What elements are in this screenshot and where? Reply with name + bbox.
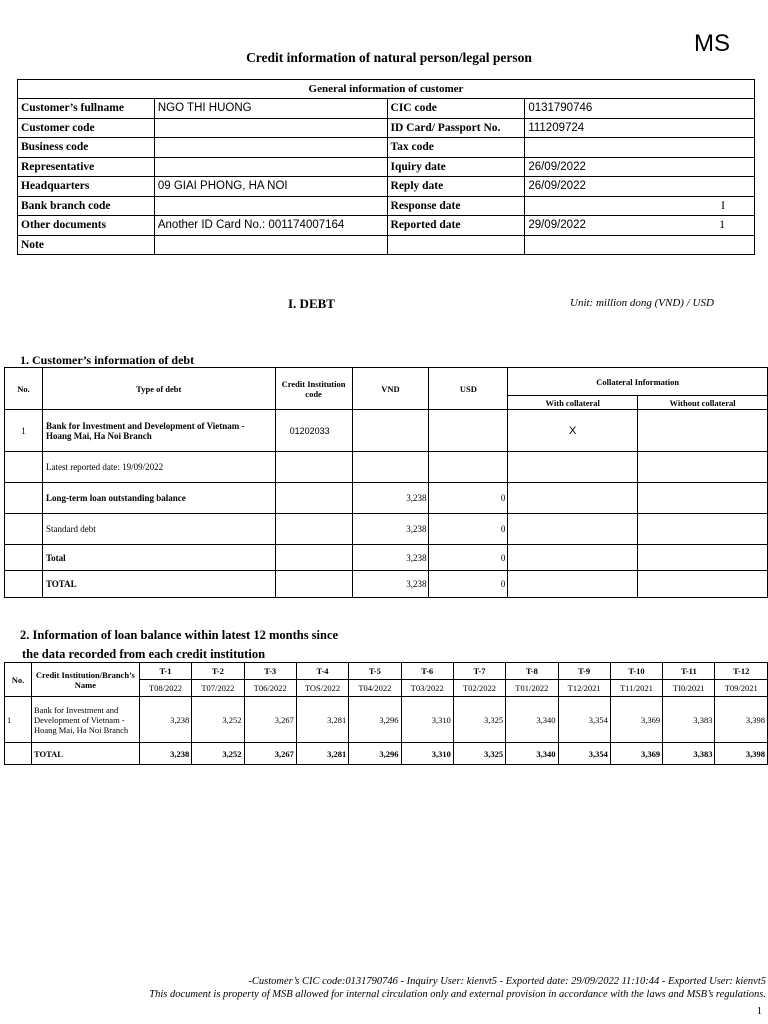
field-value: Another ID Card No.: 001174007164: [154, 216, 387, 236]
col-usd: USD: [429, 368, 508, 410]
field-label: Tax code: [387, 138, 525, 158]
balance-value: 3,267: [244, 697, 296, 743]
field-value-extra: I: [721, 199, 725, 212]
period-header: T-9: [558, 663, 610, 680]
debt-type: Bank for Investment and Development of Vietnam - Hoang Mai, Ha Noi Branch: [42, 410, 275, 452]
bal-col-name: Credit Institution/Branch’s Name: [31, 663, 139, 697]
table-row: [5, 452, 768, 483]
without-collateral: [638, 571, 768, 598]
field-value-text: 26/09/2022: [528, 160, 586, 173]
table-row: [5, 514, 768, 545]
field-label: CIC code: [387, 99, 525, 119]
field-label: Other documents: [18, 216, 155, 236]
vnd-value: 3,238: [352, 483, 429, 514]
row-no: 1: [5, 697, 32, 743]
usd-value: [429, 410, 508, 452]
credit-code: [275, 545, 352, 571]
debt-type: TOTAL: [42, 571, 275, 598]
field-label: ID Card/ Passport No.: [387, 118, 525, 138]
without-collateral: [638, 514, 768, 545]
table-row: [5, 571, 768, 598]
row-no: [5, 545, 43, 571]
table-row: [5, 410, 768, 452]
page-number: 1: [756, 1006, 762, 1017]
logo-text: MS: [694, 30, 730, 57]
period-header: T-6: [401, 663, 453, 680]
with-collateral: [508, 545, 638, 571]
usd-value: [429, 452, 508, 483]
month-header: T01/2022: [506, 680, 558, 697]
general-info-row: [18, 177, 755, 197]
credit-code: [275, 452, 352, 483]
period-header: T-5: [349, 663, 401, 680]
field-value-text: 0131790746: [528, 102, 593, 115]
month-header: T06/2022: [244, 680, 296, 697]
balance-value: 3,296: [349, 743, 401, 765]
usd-value: 0: [429, 571, 508, 598]
balance-value: 3,281: [296, 697, 348, 743]
balance-value: 3,325: [453, 743, 505, 765]
col-vnd: VND: [352, 368, 429, 410]
field-value-text: 111209724: [528, 121, 585, 134]
field-value: [154, 157, 387, 177]
field-label: Business code: [18, 138, 155, 158]
month-header: T04/2022: [349, 680, 401, 697]
vnd-value: 3,238: [352, 514, 429, 545]
with-collateral: [508, 452, 638, 483]
usd-value: 0: [429, 514, 508, 545]
balance-value: 3,340: [506, 743, 558, 765]
general-info-row: [18, 138, 755, 158]
field-value: [525, 138, 755, 158]
field-value: [525, 216, 755, 236]
general-info-table: [17, 79, 755, 255]
debt-type: Latest reported date: 19/09/2022: [42, 452, 275, 483]
field-value-extra: 1: [719, 219, 725, 232]
balance-value: 3,369: [610, 743, 662, 765]
table-row: [5, 743, 768, 765]
row-no: [5, 743, 32, 765]
balance-table: [4, 662, 768, 765]
without-collateral: [638, 452, 768, 483]
field-value: [154, 196, 387, 216]
balance-value: 3,398: [715, 743, 768, 765]
row-no: 1: [5, 410, 43, 452]
general-info-row: [18, 157, 755, 177]
month-header: T07/2022: [192, 680, 244, 697]
field-value: [525, 99, 755, 119]
table-row: [5, 483, 768, 514]
field-value: [525, 235, 755, 255]
balance-value: 3,281: [296, 743, 348, 765]
row-no: [5, 571, 43, 598]
table-row: [5, 697, 768, 743]
month-header: T02/2022: [453, 680, 505, 697]
with-collateral: [508, 483, 638, 514]
balance-value: 3,238: [139, 697, 191, 743]
period-header: T-12: [715, 663, 768, 680]
field-value-text: 29/09/2022: [528, 219, 586, 232]
row-no: [5, 483, 43, 514]
footer-disclaimer: This document is property of MSB allowed for internal circulation only and external provision in accordance with the laws and MSB’s regulations.: [149, 989, 766, 1000]
with-collateral: [508, 571, 638, 598]
debt-type: Long-term loan outstanding balance: [42, 483, 275, 514]
col-code: Credit Institution code: [275, 368, 352, 410]
balance-value: 3,398: [715, 697, 768, 743]
field-label: Reported date: [387, 216, 525, 236]
col-type: Type of debt: [42, 368, 275, 410]
field-value: [525, 118, 755, 138]
balance-heading-line1: 2. Information of loan balance within latest 12 months since: [20, 628, 339, 642]
month-header: T08/2022: [139, 680, 191, 697]
credit-code: [275, 514, 352, 545]
col-collateral: Collateral Information: [508, 368, 768, 396]
field-value-text: 26/09/2022: [528, 180, 586, 193]
field-label: Customer’s fullname: [18, 99, 155, 119]
general-info-heading: General information of customer: [18, 80, 755, 99]
field-label: Customer code: [18, 118, 155, 138]
field-value: [154, 118, 387, 138]
general-info-row: [18, 118, 755, 138]
balance-value: 3,325: [453, 697, 505, 743]
general-info-row: [18, 196, 755, 216]
field-label: Iquiry date: [387, 157, 525, 177]
without-collateral: [638, 545, 768, 571]
balance-value: 3,354: [558, 743, 610, 765]
field-label: Bank branch code: [18, 196, 155, 216]
balance-value: 3,252: [192, 697, 244, 743]
vnd-value: [352, 452, 429, 483]
balance-value: 3,267: [244, 743, 296, 765]
month-header: T03/2022: [401, 680, 453, 697]
balance-value: 3,310: [401, 697, 453, 743]
period-header: T-1: [139, 663, 191, 680]
balance-value: 3,354: [558, 697, 610, 743]
field-value: [525, 177, 755, 197]
bal-col-no: No.: [5, 663, 32, 697]
period-header: T-11: [663, 663, 715, 680]
balance-value: 3,296: [349, 697, 401, 743]
balance-value: 3,310: [401, 743, 453, 765]
general-info-row: [18, 235, 755, 255]
month-header: T11/2021: [610, 680, 662, 697]
field-label: [387, 235, 525, 255]
without-collateral: [638, 483, 768, 514]
month-header: TI0/2021: [663, 680, 715, 697]
row-no: [5, 452, 43, 483]
balance-heading-line2: the data recorded from each credit institution: [22, 647, 266, 661]
section-title-debt: I. DEBT: [288, 296, 335, 311]
vnd-value: [352, 410, 429, 452]
vnd-value: 3,238: [352, 571, 429, 598]
balance-value: 3,340: [506, 697, 558, 743]
debt-table: [4, 367, 768, 598]
field-value: [154, 138, 387, 158]
field-value: [525, 157, 755, 177]
debt-type: Total: [42, 545, 275, 571]
month-header: TOS/2022: [296, 680, 348, 697]
with-collateral: [508, 514, 638, 545]
vnd-value: 3,238: [352, 545, 429, 571]
page-title: Credit information of natural person/legal person: [246, 50, 532, 65]
field-value: [154, 235, 387, 255]
institution-name: TOTAL: [31, 743, 139, 765]
field-value: 09 GIAI PHONG, HA NOI: [154, 177, 387, 197]
balance-value: 3,252: [192, 743, 244, 765]
balance-value: 3,383: [663, 697, 715, 743]
debt-subheading: 1. Customer’s information of debt: [20, 353, 195, 367]
without-collateral: [638, 410, 768, 452]
month-header: T09/2021: [715, 680, 768, 697]
field-label: Reply date: [387, 177, 525, 197]
institution-name: Bank for Investment and Development of Vietnam - Hoang Mai, Ha Noi Branch: [31, 697, 139, 743]
field-label: Response date: [387, 196, 525, 216]
col-without-collateral: Without collateral: [638, 396, 768, 410]
credit-code: [275, 571, 352, 598]
balance-value: 3,238: [139, 743, 191, 765]
general-info-row: [18, 216, 755, 236]
col-with-collateral: With collateral: [508, 396, 638, 410]
period-header: T-7: [453, 663, 505, 680]
field-label: Note: [18, 235, 155, 255]
unit-note: Unit: million dong (VND) / USD: [570, 297, 714, 309]
debt-type: Standard debt: [42, 514, 275, 545]
table-row: [5, 545, 768, 571]
month-header: T12/2021: [558, 680, 610, 697]
general-info-row: [18, 99, 755, 119]
period-header: T-2: [192, 663, 244, 680]
field-label: Representative: [18, 157, 155, 177]
usd-value: 0: [429, 545, 508, 571]
balance-value: 3,383: [663, 743, 715, 765]
credit-code: [275, 483, 352, 514]
field-label: Headquarters: [18, 177, 155, 197]
period-header: T-4: [296, 663, 348, 680]
with-collateral: X: [508, 410, 638, 452]
period-header: T-10: [610, 663, 662, 680]
period-header: T-8: [506, 663, 558, 680]
balance-value: 3,369: [610, 697, 662, 743]
usd-value: 0: [429, 483, 508, 514]
field-value: [525, 196, 755, 216]
credit-code: 01202033: [275, 410, 352, 452]
footer-export-info: -Customer’s CIC code:0131790746 - Inquiry User: kienvt5 - Exported date: 29/09/2022 11:10:44 - Exported User: kienvt5: [248, 976, 766, 987]
field-value: NGO THI HUONG: [154, 99, 387, 119]
period-header: T-3: [244, 663, 296, 680]
row-no: [5, 514, 43, 545]
col-no: No.: [5, 368, 43, 410]
